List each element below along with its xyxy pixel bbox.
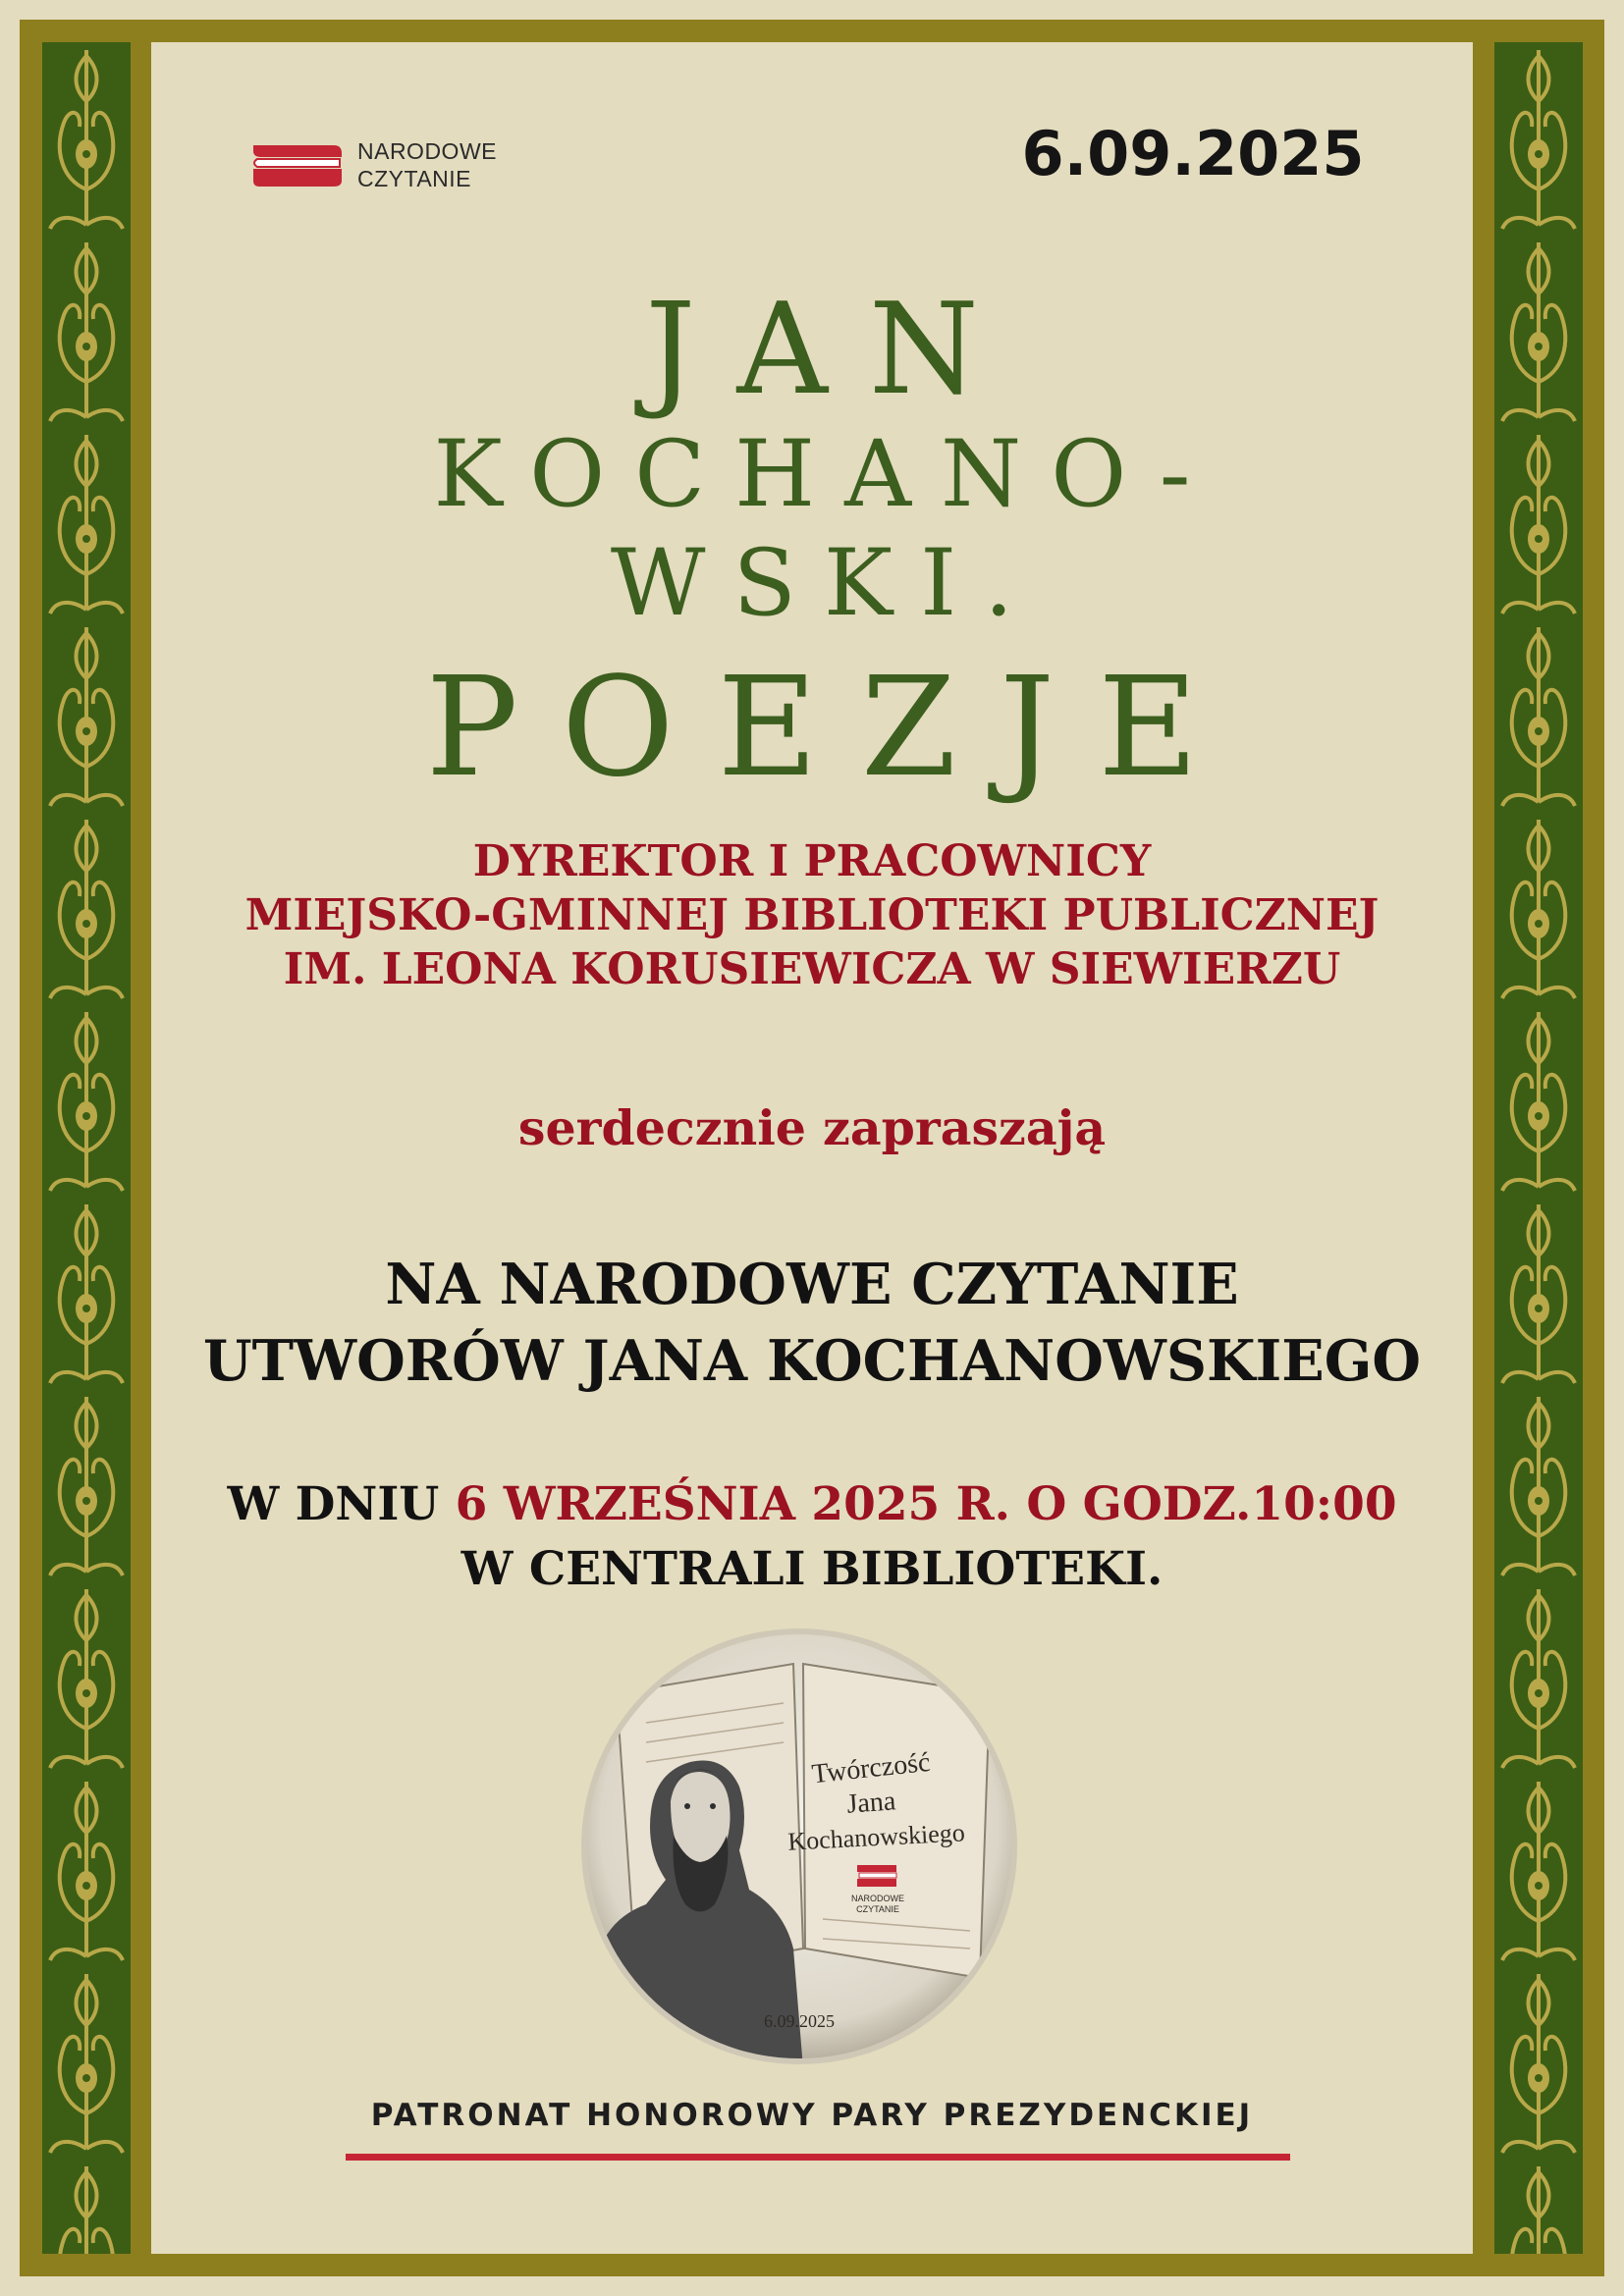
ornament-band-right	[1494, 42, 1583, 2254]
organizer-line-2: MIEJSKO-GMINNEJ BIBLIOTEKI PUBLICZNEJ	[244, 890, 1380, 940]
event-line-2: UTWORÓW JANA KOCHANOWSKIEGO	[202, 1328, 1422, 1394]
title-line-4: POEZJE	[425, 648, 1242, 808]
when-prefix: W DNIU	[227, 1477, 456, 1531]
invitation-text: serdecznie zapraszają	[517, 1099, 1107, 1156]
event-time-place	[151, 1472, 1473, 1602]
honorary-patronage: PATRONAT HONOROWY PARY PREZYDENCKIEJ	[370, 2098, 1254, 2133]
narodowe-czytanie-logo	[247, 137, 497, 192]
badge-line-1: Twórczość	[810, 1746, 932, 1790]
organizer-line-1: DYREKTOR I PRACOWNICY	[472, 836, 1152, 886]
red-underline	[346, 2154, 1290, 2161]
event-line-1: NA NARODOWE CZYTANIE	[385, 1252, 1239, 1317]
floral-ornament-right	[1494, 42, 1583, 2254]
title-line-3: WSKI.	[610, 530, 1042, 637]
badge-logo-2: CZYTANIE	[856, 1904, 899, 1914]
badge-book-icon	[857, 1865, 896, 1887]
title-line-2: KOCHANO-	[433, 421, 1220, 528]
badge-date: 6.09.2025	[764, 2011, 835, 2031]
organizer-line-3: IM. LEONA KORUSIEWICZA W SIEWIERZU	[283, 944, 1341, 994]
badge-line-3: Kochanowskiego	[786, 1818, 966, 1856]
when-highlight: 6 WRZEŚNIA 2025 R. O GODZ.10:00	[455, 1477, 1397, 1531]
event-description	[151, 1247, 1473, 1400]
when-line-1	[151, 1472, 1473, 1537]
when-line-2: W CENTRALI BIBLIOTEKI.	[460, 1542, 1164, 1596]
event-date: 6.09.2025	[1021, 118, 1365, 189]
badge-logo-1: NARODOWE	[851, 1894, 904, 1903]
event-badge	[577, 1625, 1021, 2068]
organizers	[151, 834, 1473, 996]
book-icon	[247, 137, 346, 192]
ornament-band-left	[42, 42, 131, 2254]
title-line-1: JAN	[645, 277, 1020, 423]
badge-line-2: Jana	[845, 1786, 897, 1820]
logo-line-1: NARODOWE	[357, 138, 497, 164]
floral-ornament-left	[42, 42, 131, 2254]
logo-line-2: CZYTANIE	[357, 166, 472, 191]
